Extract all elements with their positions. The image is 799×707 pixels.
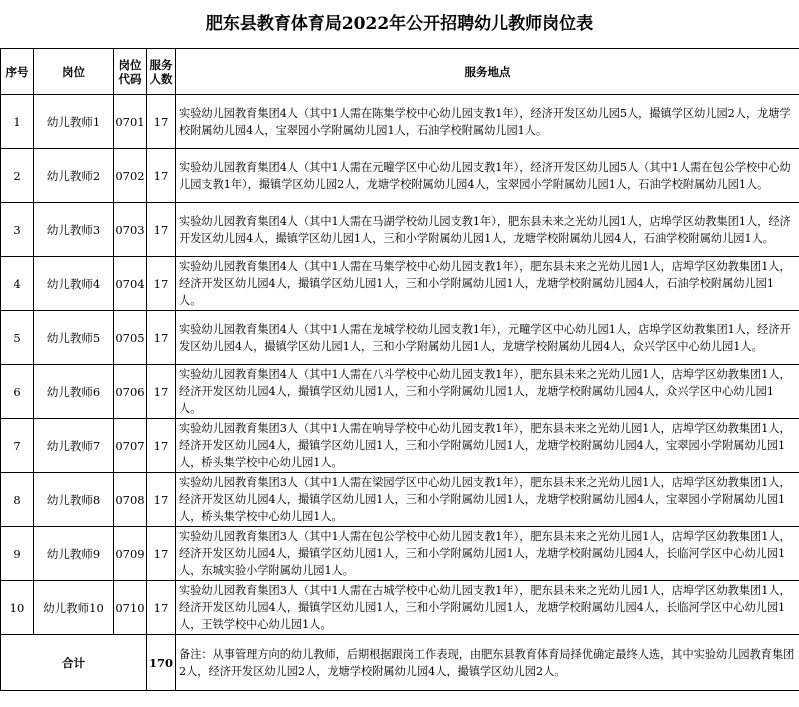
row-count: 17: [147, 311, 176, 365]
row-code: 0701: [114, 95, 147, 149]
row-location: 实验幼儿园教育集团4人（其中1人需在八斗学校中心幼儿园支教1年），肥东县未来之光幼儿园1人，店埠学区幼教集团1人，经济开发区幼儿园4人，撮镇学区幼儿园1人，三和小学附属幼儿园1人，龙塘学校附属幼儿园4人，众兴学区中心幼儿园1人。: [176, 365, 799, 419]
table-row: [1, 149, 799, 203]
row-code: 0703: [114, 203, 147, 257]
row-code: 0709: [114, 527, 147, 581]
total-count: 170: [147, 635, 176, 691]
row-count: 17: [147, 257, 176, 311]
row-code: 0708: [114, 473, 147, 527]
table-row: [1, 581, 799, 635]
header-position: 岗位: [34, 49, 114, 95]
table-row: [1, 203, 799, 257]
row-seq: 6: [1, 365, 34, 419]
row-location: 实验幼儿园教育集团3人（其中1人需在古城学校中心幼儿园支教1年），肥东县未来之光幼儿园1人，店埠学区幼教集团1人，经济开发区幼儿园4人，撮镇学区幼儿园1人，三和小学附属幼儿园1人，龙塘学校附属幼儿园4人，长临河学区中心幼儿园1人，王铁学校中心幼儿园1人。: [176, 581, 799, 635]
row-location: 实验幼儿园教育集团3人（其中1人需在包公学校中心幼儿园支教1年），肥东县未来之光幼儿园1人，店埠学区幼教集团1人，经济开发区幼儿园4人，撮镇学区幼儿园1人，三和小学附属幼儿园1人，龙塘学校附属幼儿园4人，长临河学区中心幼儿园1人，东城实验小学附属幼儿园1人。: [176, 527, 799, 581]
row-seq: 8: [1, 473, 34, 527]
row-location: 实验幼儿园教育集团4人（其中1人需在陈集学校中心幼儿园支教1年），经济开发区幼儿园5人，撮镇学区幼儿园2人，龙塘学校附属幼儿园4人，宝翠园小学附属幼儿园1人，石油学校附属幼儿园1人。: [176, 95, 799, 149]
row-code: 0707: [114, 419, 147, 473]
table-row: [1, 95, 799, 149]
row-location: 实验幼儿园教育集团4人（其中1人需在马集学校中心幼儿园支教1年），肥东县未来之光幼儿园1人，店埠学区幼教集团1人，经济开发区幼儿园4人，撮镇学区幼儿园1人，三和小学附属幼儿园1人，龙塘学校附属幼儿园4人，石油学校附属幼儿园1人。: [176, 257, 799, 311]
row-position: 幼儿教师9: [34, 527, 114, 581]
header-seq: 序号: [1, 49, 34, 95]
row-seq: 10: [1, 581, 34, 635]
row-count: 17: [147, 149, 176, 203]
table-row: [1, 473, 799, 527]
row-location: 实验幼儿园教育集团3人（其中1人需在梁园学区中心幼儿园支教1年），肥东县未来之光幼儿园1人，店埠学区幼教集团1人，经济开发区幼儿园4人，撮镇学区幼儿园1人，三和小学附属幼儿园1人，龙塘学校附属幼儿园4人，宝翠园小学附属幼儿园1人，桥头集学校中心幼儿园1人。: [176, 473, 799, 527]
table-row: [1, 527, 799, 581]
row-position: 幼儿教师4: [34, 257, 114, 311]
page-title: 肥东县教育体育局2022年公开招聘幼儿教师岗位表: [205, 14, 594, 34]
table-row: [1, 365, 799, 419]
table-row: [1, 257, 799, 311]
row-seq: 4: [1, 257, 34, 311]
row-seq: 7: [1, 419, 34, 473]
row-seq: 5: [1, 311, 34, 365]
row-count: 17: [147, 203, 176, 257]
row-count: 17: [147, 365, 176, 419]
row-position: 幼儿教师6: [34, 365, 114, 419]
row-code: 0702: [114, 149, 147, 203]
row-seq: 9: [1, 527, 34, 581]
table-row: [1, 311, 799, 365]
row-code: 0704: [114, 257, 147, 311]
table-row: [1, 419, 799, 473]
positions-table: [0, 48, 799, 691]
row-position: 幼儿教师8: [34, 473, 114, 527]
table-body: [1, 95, 799, 635]
row-position: 幼儿教师3: [34, 203, 114, 257]
row-position: 幼儿教师5: [34, 311, 114, 365]
row-position: 幼儿教师10: [34, 581, 114, 635]
header-row: [1, 49, 799, 95]
row-seq: 3: [1, 203, 34, 257]
row-code: 0705: [114, 311, 147, 365]
row-location: 实验幼儿园教育集团3人（其中1人需在响导学校中心幼儿园支教1年），肥东县未来之光幼儿园1人，店埠学区幼教集团1人，经济开发区幼儿园4人，撮镇学区幼儿园1人，三和小学附属幼儿园1人，龙塘学校附属幼儿园4人，宝翠园小学附属幼儿园1人，桥头集学校中心幼儿园1人。: [176, 419, 799, 473]
row-count: 17: [147, 95, 176, 149]
row-count: 17: [147, 581, 176, 635]
row-count: 17: [147, 419, 176, 473]
row-position: 幼儿教师7: [34, 419, 114, 473]
header-code: 岗位代码: [114, 49, 147, 95]
header-location: 服务地点: [176, 49, 799, 95]
row-seq: 1: [1, 95, 34, 149]
row-code: 0710: [114, 581, 147, 635]
row-count: 17: [147, 473, 176, 527]
row-position: 幼儿教师1: [34, 95, 114, 149]
row-seq: 2: [1, 149, 34, 203]
row-code: 0706: [114, 365, 147, 419]
remark-note: 备注：从事管理方向的幼儿教师，后期根据跟岗工作表现，由肥东县教育体育局择优确定最终人选，其中实验幼儿园教育集团2人，经济开发区幼儿园2人，龙塘学校附属幼儿园4人，撮镇学区幼儿园2人。: [176, 635, 799, 691]
total-label: 合计: [1, 635, 147, 691]
row-count: 17: [147, 527, 176, 581]
header-count: 服务人数: [147, 49, 176, 95]
total-row: [1, 635, 799, 691]
row-position: 幼儿教师2: [34, 149, 114, 203]
row-location: 实验幼儿园教育集团4人（其中1人需在元疃学区中心幼儿园支教1年），经济开发区幼儿园5人（其中1人需在包公学校中心幼儿园支教1年），撮镇学区幼儿园2人，龙塘学校附属幼儿园4人，宝翠园小学附属幼儿园1人，石油学校附属幼儿园1人。: [176, 149, 799, 203]
row-location: 实验幼儿园教育集团4人（其中1人需在马湖学校幼儿园支教1年），肥东县未来之光幼儿园1人，店埠学区幼教集团1人，经济开发区幼儿园4人，撮镇学区幼儿园1人，三和小学附属幼儿园1人，龙塘学校附属幼儿园4人，石油学校附属幼儿园1人。: [176, 203, 799, 257]
row-location: 实验幼儿园教育集团4人（其中1人需在龙城学校幼儿园支教1年），元疃学区中心幼儿园1人，店埠学区幼教集团1人，经济开发区幼儿园4人，撮镇学区幼儿园1人，三和小学附属幼儿园1人，龙塘学校附属幼儿园4人，众兴学区中心幼儿园1人。: [176, 311, 799, 365]
